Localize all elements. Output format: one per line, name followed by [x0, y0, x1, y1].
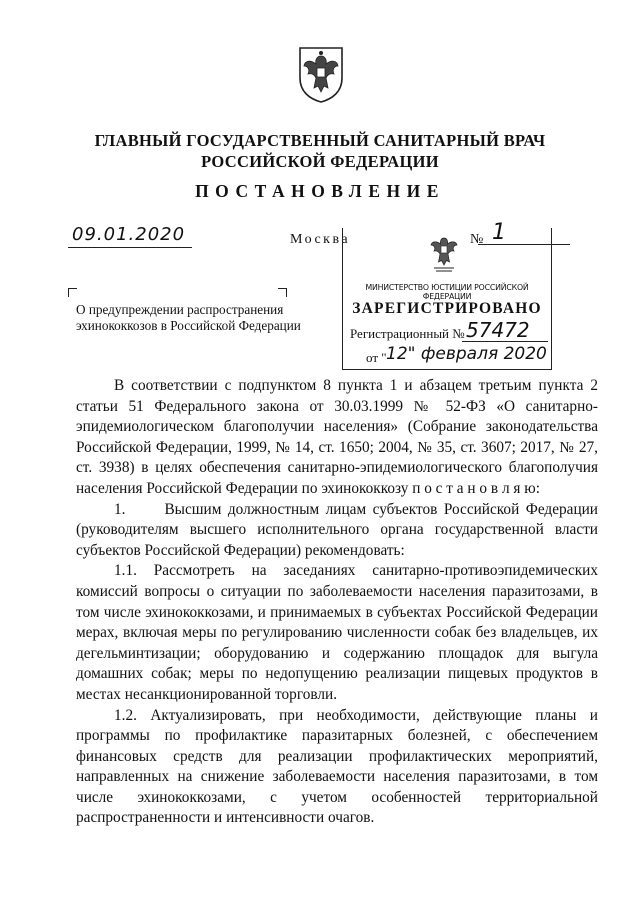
stamp-reg-label: Регистрационный №	[350, 326, 465, 341]
number-sign: №	[470, 232, 484, 247]
date-underline	[68, 247, 192, 248]
stamp-title: ЗАРЕГИСТРИРОВАНО	[352, 300, 542, 317]
preamble-paragraph: В соответствии с подпунктом 8 пункта 1 и абзацем третьим пункта 2 статьи 51 Федерального закона от 30.03.1999 № 52-ФЗ «О санитарно-эпидемиологическом благополучии населения» (Собрание законодательства Российской Федерации, 1999, № 14, ст. 1650; 2004, № 35, ст. 3607; 2017, № 27, ст. 3938) в целях обеспечения санитарно-эпидемиологического благополучия населения Российской Федерации по эхинококкозу п о с т а н о в л я ю:	[76, 377, 598, 497]
subject-line-1: О предупреждении распространения	[76, 302, 284, 317]
document-date: 09.01.2020	[72, 224, 186, 245]
subject-line-2: эхинококкозов в Российской Федерации	[76, 318, 301, 333]
document-number: 1	[492, 220, 506, 245]
document-subject	[76, 302, 316, 334]
authority-line-1: ГЛАВНЫЙ ГОСУДАРСТВЕННЫЙ САНИТАРНЫЙ ВРАЧ	[94, 131, 546, 150]
item-1-paragraph: 1. Высшим должностным лицам субъектов Российской Федерации (руководителям высшего исполнительного органа государственной власти субъектов Российской Федерации) рекомендовать:	[76, 500, 602, 559]
stamp-number-underline	[462, 341, 548, 342]
subject-bracket-right	[278, 288, 287, 297]
coat-of-arms-emblem	[296, 44, 346, 104]
stamp-ministry: МИНИСТЕРСТВО ЮСТИЦИИ РОССИЙСКОЙ ФЕДЕРАЦИИ	[365, 283, 529, 301]
document-type: ПОСТАНОВЛЕНИЕ	[195, 181, 445, 201]
subject-bracket-left	[68, 288, 77, 297]
stamp-reg-date: 12" февраля 2020	[386, 344, 547, 364]
stamp-from-label: от "	[366, 350, 387, 365]
item-1-2-paragraph: 1.2. Актуализировать, при необходимости, действующие планы и программы по профилактике паразитарных болезней, с обеспечением финансовых средств для реализации профилактических мероприятий, направленных на снижение заболеваемости населения паразитозами, в том числе эхинококкозами, с учетом особенностей территориальной распространенности и интенсивности очагов.	[76, 706, 598, 827]
document-body	[76, 376, 602, 829]
authority-line-2: РОССИЙСКОЙ ФЕДЕРАЦИИ	[201, 152, 439, 171]
stamp-emblem-icon	[426, 232, 462, 276]
city: Москва	[290, 232, 351, 247]
item-1-1-paragraph: 1.1. Рассмотреть на заседаниях санитарно-противоэпидемических комиссий вопросы о ситуации по заболеваемости населения паразитозами, в том числе эхинококкозами, и принимаемых в субъектах Российской Федерации мерах, включая меры по регулированию численности собак без владельцев, их дегельминтизации; оборудованию и содержанию площадок для выгула домашних собак; меры по недопущению реализации пищевых продуктов в местах несанкционированной торговли.	[76, 562, 598, 703]
issuing-authority	[0, 130, 640, 172]
stamp-reg-number: 57472	[466, 318, 530, 342]
